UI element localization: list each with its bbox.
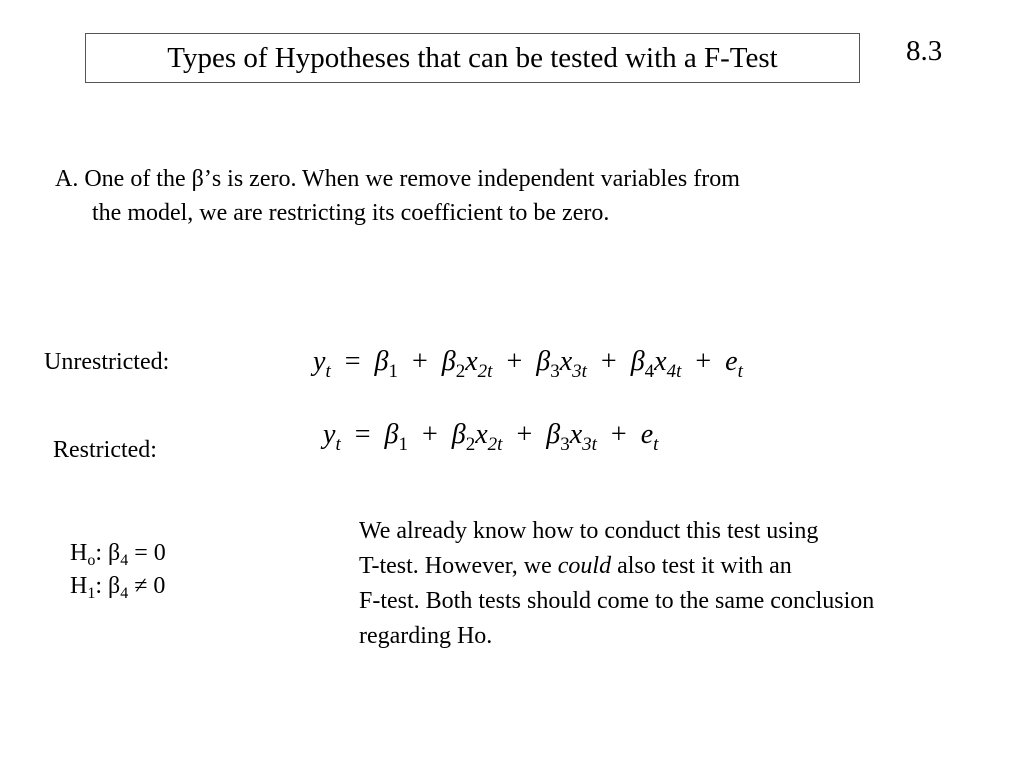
- eq-operator: +: [506, 346, 523, 377]
- note-emphasis: could: [557, 553, 612, 579]
- restricted-equation: [323, 419, 659, 455]
- eq-operator: +: [695, 346, 712, 377]
- eq-term-x: x: [569, 419, 583, 450]
- eq-subscript: 3: [550, 361, 560, 382]
- slide-number: 8.3: [906, 35, 943, 67]
- hyp-subscript: 1: [87, 585, 96, 602]
- point-a-line-2: the model, we are restricting its coefficient to be zero.: [92, 200, 610, 226]
- eq-subscript: 4: [644, 361, 655, 382]
- eq-term-beta: β: [451, 419, 466, 450]
- eq-term-x: x: [475, 419, 488, 450]
- eq-operator: +: [411, 346, 428, 377]
- eq-term-y: y: [313, 346, 326, 377]
- eq-operator: +: [600, 346, 617, 377]
- hyp-colon: :: [95, 573, 103, 599]
- eq-subscript: 2t: [477, 361, 493, 382]
- eq-term-beta: β: [630, 346, 645, 377]
- eq-term-beta: β: [384, 419, 399, 450]
- note-line-2-suffix: also test it with an: [611, 553, 792, 579]
- eq-subscript: 2: [465, 434, 476, 455]
- point-a: [55, 162, 935, 230]
- slide-title: Types of Hypotheses that can be tested with a F-Test: [167, 41, 778, 74]
- point-a-line-1: A. One of the β’s is zero. When we remove independent variables from: [55, 166, 740, 192]
- eq-term-beta: β: [441, 346, 456, 377]
- eq-operator: =: [344, 346, 361, 377]
- note-line-4: regarding Ho.: [359, 623, 493, 649]
- eq-subscript: 1: [388, 361, 398, 382]
- eq-operator: +: [516, 419, 533, 450]
- eq-term-x: x: [465, 346, 478, 377]
- eq-subscript: 2: [455, 361, 466, 382]
- note-line-2-prefix: T-test. However, we: [359, 553, 558, 579]
- slide-title-box: [85, 33, 860, 83]
- hyp-symbol: H: [70, 540, 88, 566]
- eq-subscript: t: [653, 434, 659, 455]
- eq-subscript: t: [737, 361, 743, 382]
- hyp-beta: β: [108, 573, 121, 599]
- eq-subscript: 3t: [582, 434, 597, 455]
- null-hypothesis: [70, 540, 166, 567]
- restricted-label: Restricted:: [53, 437, 157, 463]
- eq-term-e: e: [640, 419, 654, 450]
- eq-subscript: 1: [398, 434, 408, 455]
- eq-operator: +: [421, 419, 438, 450]
- eq-term-e: e: [725, 346, 738, 377]
- eq-subscript: t: [335, 434, 341, 455]
- eq-term-beta: β: [536, 346, 551, 377]
- eq-term-x: x: [654, 346, 667, 377]
- hyp-beta: β: [108, 540, 121, 566]
- note-line-1: We already know how to conduct this test using: [359, 518, 819, 544]
- eq-term-beta: β: [546, 419, 561, 450]
- eq-term-x: x: [559, 346, 573, 377]
- hyp-relation: ≠ 0: [134, 573, 166, 599]
- eq-term-y: y: [323, 419, 336, 450]
- unrestricted-equation: [313, 346, 743, 382]
- eq-subscript: 3: [560, 434, 570, 455]
- note-line-2: [359, 549, 999, 584]
- alternative-hypothesis: [70, 573, 165, 600]
- eq-term-beta: β: [374, 346, 389, 377]
- hyp-colon: :: [95, 540, 103, 566]
- eq-operator: =: [354, 419, 371, 450]
- eq-subscript: 2t: [487, 434, 503, 455]
- eq-subscript: t: [325, 361, 331, 382]
- eq-subscript: 4t: [666, 361, 682, 382]
- hyp-relation: = 0: [134, 540, 166, 566]
- hyp-symbol: H: [70, 573, 88, 599]
- note-line-3: F-test. Both tests should come to the same conclusion: [359, 588, 875, 614]
- hyp-beta-subscript: 4: [120, 585, 129, 602]
- hyp-subscript: o: [87, 552, 96, 569]
- f-test-note: [359, 514, 999, 654]
- eq-operator: +: [610, 419, 627, 450]
- hyp-beta-subscript: 4: [120, 552, 129, 569]
- eq-subscript: 3t: [572, 361, 587, 382]
- unrestricted-label: Unrestricted:: [44, 349, 170, 375]
